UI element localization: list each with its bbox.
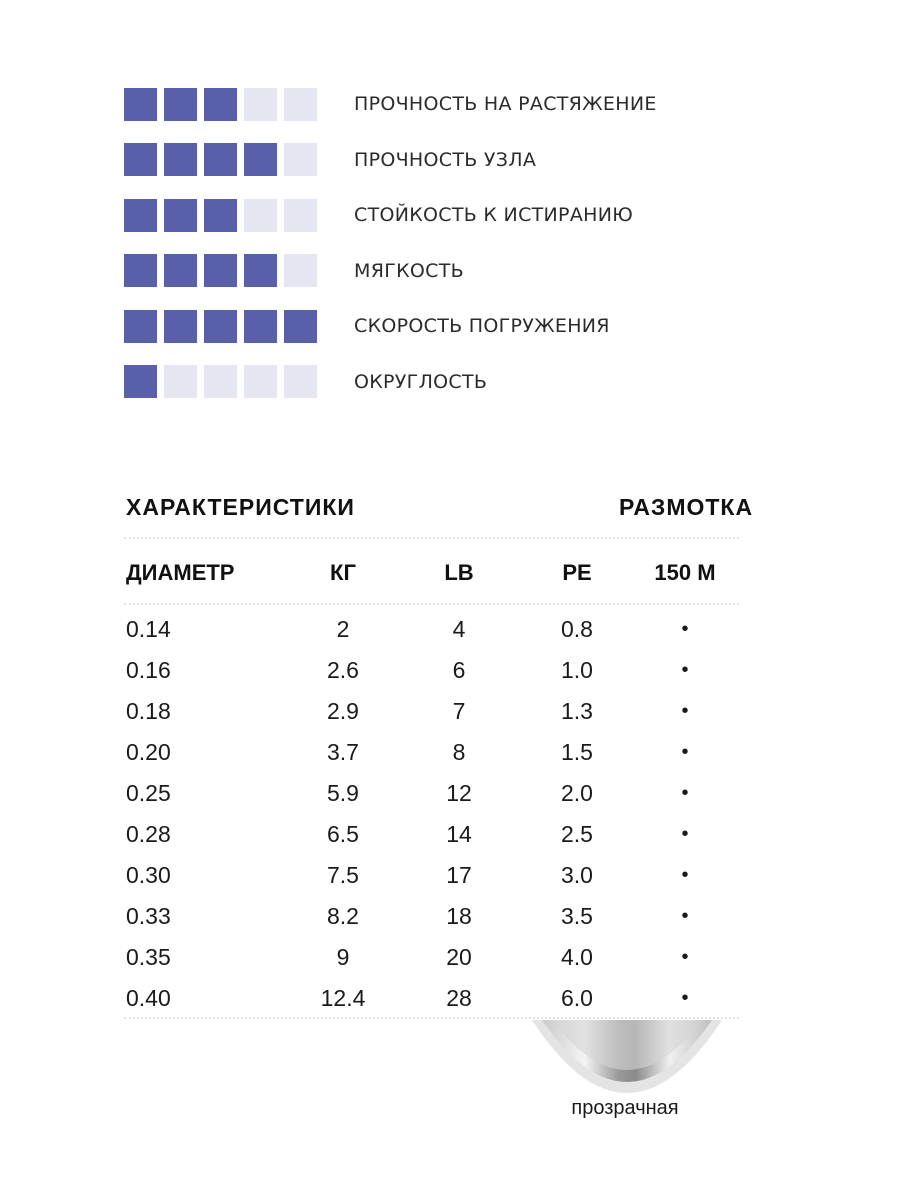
rating-meter bbox=[124, 310, 354, 343]
rating-square-filled bbox=[124, 199, 157, 232]
rating-square-empty bbox=[244, 365, 277, 398]
rating-square-filled bbox=[124, 254, 157, 287]
rating-square-empty bbox=[244, 88, 277, 121]
column-header-pe: PE bbox=[562, 560, 592, 585]
spool-length-heading: РАЗМОТКА bbox=[619, 494, 754, 520]
rating-square-filled bbox=[204, 88, 237, 121]
table-row bbox=[0, 860, 900, 901]
cell-150m: • bbox=[681, 741, 689, 763]
rating-square-empty bbox=[284, 254, 317, 287]
rating-label: МЯГКОСТЬ bbox=[354, 259, 464, 282]
rating-square-filled bbox=[124, 365, 157, 398]
cell-kg: 6.5 bbox=[327, 821, 359, 847]
cell-lb: 18 bbox=[446, 903, 472, 929]
rating-label: ОКРУГЛОСТЬ bbox=[354, 370, 488, 393]
rating-meter bbox=[124, 143, 354, 176]
rating-square-empty bbox=[284, 88, 317, 121]
table-row bbox=[0, 655, 900, 696]
cell-diameter: 0.18 bbox=[126, 698, 171, 724]
rating-square-filled bbox=[244, 254, 277, 287]
rating-square-empty bbox=[204, 365, 237, 398]
cell-kg: 12.4 bbox=[320, 985, 366, 1011]
characteristics-heading: ХАРАКТЕРИСТИКИ bbox=[126, 494, 355, 520]
column-header-diameter: ДИАМЕТР bbox=[126, 560, 235, 585]
rating-row bbox=[124, 365, 764, 399]
table-row bbox=[0, 901, 900, 942]
table-row bbox=[0, 614, 900, 655]
cell-150m: • bbox=[681, 659, 689, 681]
cell-150m: • bbox=[681, 905, 689, 927]
cell-kg: 5.9 bbox=[327, 780, 359, 806]
cell-pe: 0.8 bbox=[561, 616, 593, 642]
cell-150m: • bbox=[681, 700, 689, 722]
rating-meter bbox=[124, 199, 354, 232]
rating-square-filled bbox=[244, 143, 277, 176]
rating-meter bbox=[124, 365, 354, 398]
cell-150m: • bbox=[681, 823, 689, 845]
cell-kg: 2 bbox=[336, 616, 350, 642]
rating-square-empty bbox=[284, 143, 317, 176]
cell-lb: 17 bbox=[446, 862, 472, 888]
rating-square-filled bbox=[164, 254, 197, 287]
cell-lb: 7 bbox=[452, 698, 466, 724]
rating-row bbox=[124, 87, 764, 121]
cell-pe: 1.3 bbox=[561, 698, 593, 724]
cell-diameter: 0.25 bbox=[126, 780, 171, 806]
rating-square-filled bbox=[164, 88, 197, 121]
column-header-150m: 150 М bbox=[654, 560, 716, 585]
cell-lb: 14 bbox=[446, 821, 472, 847]
rating-square-filled bbox=[164, 143, 197, 176]
cell-lb: 12 bbox=[446, 780, 472, 806]
cell-lb: 20 bbox=[446, 944, 472, 970]
cell-diameter: 0.30 bbox=[126, 862, 171, 888]
cell-pe: 4.0 bbox=[561, 944, 593, 970]
rating-label: СТОЙКОСТЬ К ИСТИРАНИЮ bbox=[354, 204, 634, 226]
rating-row bbox=[124, 309, 764, 343]
cell-pe: 1.0 bbox=[561, 657, 593, 683]
cell-kg: 2.6 bbox=[327, 657, 359, 683]
rating-square-empty bbox=[284, 199, 317, 232]
cell-150m: • bbox=[681, 782, 689, 804]
ratings-list bbox=[124, 87, 764, 420]
column-header-kg: КГ bbox=[330, 560, 356, 585]
cell-diameter: 0.35 bbox=[126, 944, 171, 970]
cell-pe: 6.0 bbox=[561, 985, 593, 1011]
rating-meter bbox=[124, 254, 354, 287]
cell-lb: 4 bbox=[452, 616, 466, 642]
cell-kg: 9 bbox=[336, 944, 350, 970]
table-row bbox=[0, 942, 900, 983]
spool-color-label: прозрачная bbox=[571, 1097, 679, 1119]
cell-pe: 1.5 bbox=[561, 739, 593, 765]
rating-square-filled bbox=[284, 310, 317, 343]
rating-row bbox=[124, 143, 764, 177]
cell-150m: • bbox=[681, 864, 689, 886]
cell-diameter: 0.40 bbox=[126, 985, 171, 1011]
cell-lb: 8 bbox=[452, 739, 466, 765]
rating-label: ПРОЧНОСТЬ УЗЛА bbox=[354, 148, 537, 171]
cell-pe: 2.0 bbox=[561, 780, 593, 806]
rating-square-empty bbox=[164, 365, 197, 398]
rating-square-empty bbox=[244, 199, 277, 232]
rating-square-filled bbox=[204, 310, 237, 343]
transparent-spool-image bbox=[530, 1016, 724, 1096]
cell-150m: • bbox=[681, 987, 689, 1009]
rating-square-filled bbox=[124, 88, 157, 121]
cell-150m: • bbox=[681, 618, 689, 640]
cell-diameter: 0.20 bbox=[126, 739, 171, 765]
rating-label: ПРОЧНОСТЬ НА РАСТЯЖЕНИЕ bbox=[354, 93, 657, 115]
cell-kg: 2.9 bbox=[327, 698, 359, 724]
cell-diameter: 0.33 bbox=[126, 903, 171, 929]
rating-row bbox=[124, 254, 764, 288]
cell-150m: • bbox=[681, 946, 689, 968]
spec-table bbox=[0, 614, 900, 1024]
divider bbox=[124, 603, 739, 605]
table-row bbox=[0, 778, 900, 819]
table-row bbox=[0, 737, 900, 778]
cell-pe: 3.0 bbox=[561, 862, 593, 888]
cell-pe: 3.5 bbox=[561, 903, 593, 929]
table-row bbox=[0, 696, 900, 737]
rating-square-filled bbox=[164, 199, 197, 232]
cell-diameter: 0.16 bbox=[126, 657, 171, 683]
rating-square-filled bbox=[204, 254, 237, 287]
cell-lb: 28 bbox=[446, 985, 472, 1011]
rating-square-filled bbox=[124, 310, 157, 343]
rating-label: СКОРОСТЬ ПОГРУЖЕНИЯ bbox=[354, 315, 610, 337]
rating-square-filled bbox=[204, 143, 237, 176]
cell-kg: 7.5 bbox=[327, 862, 359, 888]
divider bbox=[124, 537, 739, 539]
rating-row bbox=[124, 198, 764, 232]
rating-square-filled bbox=[124, 143, 157, 176]
cell-kg: 3.7 bbox=[327, 739, 359, 765]
table-row bbox=[0, 819, 900, 860]
column-header-lb: LB bbox=[444, 560, 474, 585]
cell-pe: 2.5 bbox=[561, 821, 593, 847]
cell-diameter: 0.28 bbox=[126, 821, 171, 847]
rating-meter bbox=[124, 88, 354, 121]
cell-kg: 8.2 bbox=[327, 903, 359, 929]
cell-lb: 6 bbox=[452, 657, 466, 683]
rating-square-filled bbox=[164, 310, 197, 343]
rating-square-empty bbox=[284, 365, 317, 398]
rating-square-filled bbox=[244, 310, 277, 343]
rating-square-filled bbox=[204, 199, 237, 232]
cell-diameter: 0.14 bbox=[126, 616, 171, 642]
